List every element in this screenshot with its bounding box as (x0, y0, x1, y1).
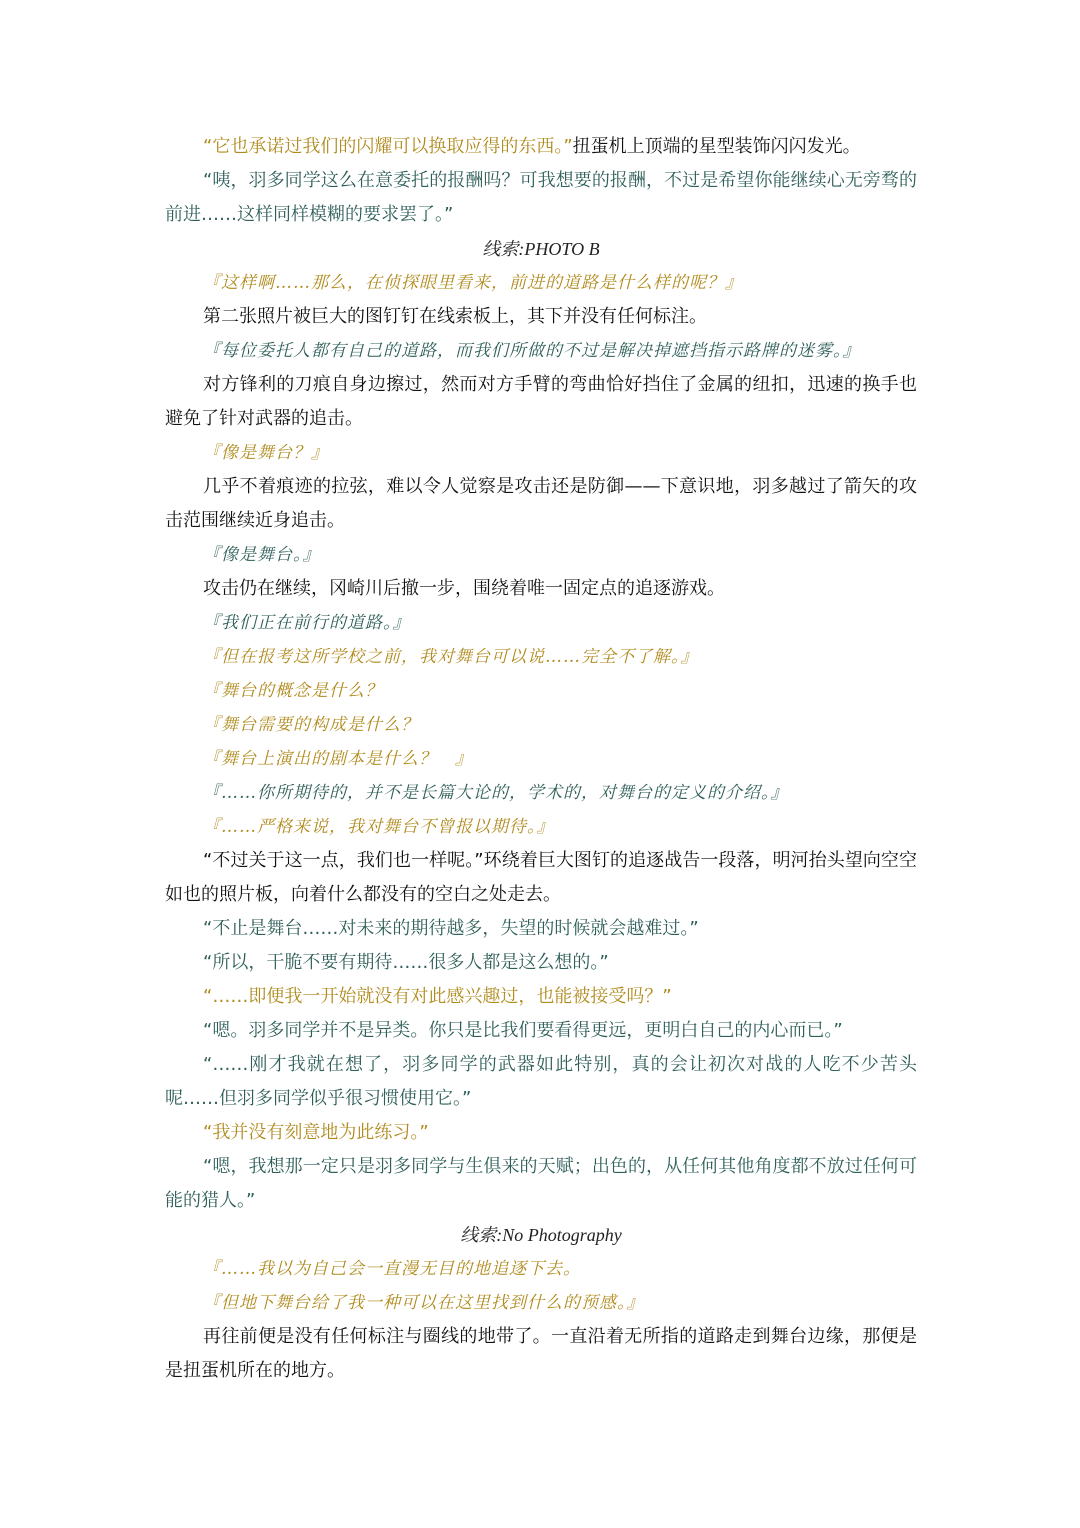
narration: 几乎不着痕迹的拉弦，难以令人觉察是攻击还是防御——下意识地，羽多越过了箭矢的攻击范围继续近身追击。 (165, 476, 917, 531)
narration: 第二张照片被巨大的图钉钉在线索板上，其下并没有任何标注。 (203, 306, 707, 327)
dialogue-teal: “所以，干脆不要有期待……很多人都是这么想的。” (203, 952, 609, 973)
narration: 攻击仍在继续，冈崎川后撤一步，围绕着唯一固定点的追逐游戏。 (203, 578, 725, 599)
document-page (165, 130, 917, 1388)
inner-monologue-gold: 『……严格来说，我对舞台不曾报以期待。』 (203, 817, 555, 837)
narration: 扭蛋机上顶端的星型装饰闪闪发光。 (572, 136, 861, 157)
inner-monologue-gold: 『像是舞台？』 (203, 443, 329, 463)
inner-monologue-gold: 『……我以为自己会一直漫无目的地追逐下去。 (203, 1259, 581, 1279)
inner-monologue-gold: 『舞台需要的构成是什么？ (203, 715, 419, 735)
dialogue-teal: “嗯，我想那一定只是羽多同学与生俱来的天赋；出色的，从任何其他角度都不放过任何可能的猎人。” (165, 1156, 917, 1211)
inner-monologue-gold: 『但在报考这所学校之前，我对舞台可以说……完全不了解。』 (203, 647, 699, 667)
inner-monologue-teal: 『我们正在前行的道路。』 (203, 613, 411, 633)
inner-monologue-teal: 『……你所期待的，并不是长篇大论的，学术的，对舞台的定义的介绍。』 (203, 783, 789, 803)
narration: “不过关于这一点，我们也一样呢。”环绕着巨大图钉的追逐战告一段落，明河抬头望向空空如也的照片板，向着什么都没有的空白之处走去。 (165, 850, 917, 905)
inner-monologue-gold: 『舞台的概念是什么？ (203, 681, 383, 701)
dialogue-gold: “……即便我一开始就没有对此感兴趣过，也能被接受吗？” (203, 986, 672, 1007)
dialogue-gold: “我并没有刻意地为此练习。” (203, 1122, 429, 1143)
inner-monologue-teal: 『每位委托人都有自己的道路，而我们所做的不过是解决掉遮挡指示路牌的迷雾。』 (203, 341, 861, 361)
dialogue-teal: “嗯。羽多同学并不是异类。你只是比我们要看得更远，更明白自己的内心而已。” (203, 1020, 843, 1041)
paragraph-1 (165, 130, 917, 164)
inner-monologue-gold: 『这样啊……那么，在侦探眼里看来，前进的道路是什么样的呢？』 (203, 273, 743, 293)
dialogue-teal: “不止是舞台……对未来的期待越多，失望的时候就会越难过。” (203, 918, 699, 939)
inner-monologue-teal: 『像是舞台。』 (203, 545, 321, 565)
dialogue-gold: “它也承诺过我们的闪耀可以换取应得的东西。” (203, 136, 573, 157)
inner-monologue-gold: 『舞台上演出的剧本是什么？ 』 (203, 749, 473, 769)
dialogue-teal: “咦，羽多同学这么在意委托的报酬吗？可我想要的报酬，不过是希望你能继续心无旁骛的前进……这样同样模糊的要求罢了。” (165, 170, 917, 225)
clue-heading: 线索:PHOTO B (482, 239, 600, 259)
inner-monologue-gold: 『但地下舞台给了我一种可以在这里找到什么的预感。』 (203, 1293, 645, 1313)
dialogue-teal: “……刚才我就在想了，羽多同学的武器如此特别，真的会让初次对战的人吃不少苦头呢……但羽多同学似乎很习惯使用它。” (165, 1054, 917, 1109)
narration: 再往前便是没有任何标注与圈线的地带了。一直沿着无所指的道路走到舞台边缘，那便是是扭蛋机所在的地方。 (165, 1326, 917, 1381)
narration: 对方锋利的刀痕自身边擦过，然而对方手臂的弯曲恰好挡住了金属的纽扣，迅速的换手也避免了针对武器的追击。 (165, 374, 917, 429)
clue-heading: 线索:No Photography (460, 1225, 622, 1245)
